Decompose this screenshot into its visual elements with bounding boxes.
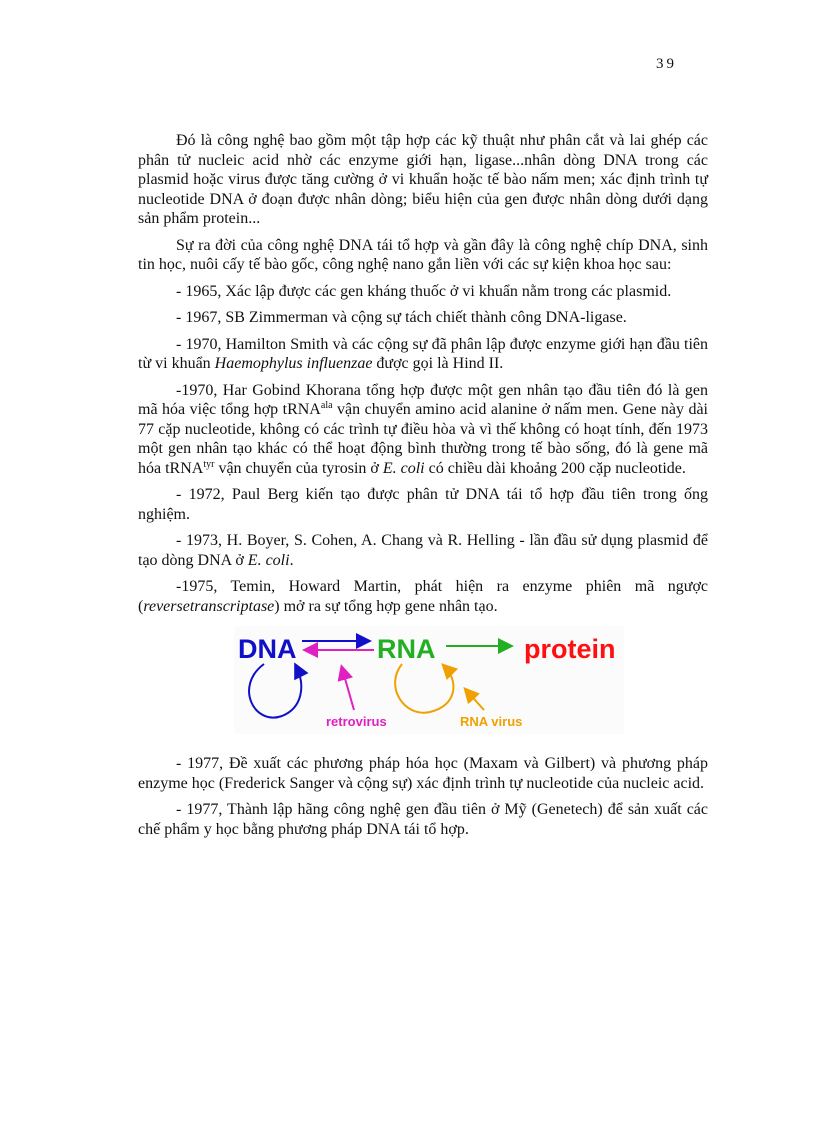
species-name: E. coli bbox=[382, 459, 425, 477]
rnavirus-pointer bbox=[466, 690, 484, 710]
rna-replication-arrow bbox=[395, 664, 453, 713]
dna-label: DNA bbox=[238, 634, 297, 664]
event-1977-sequencing: - 1977, Đề xuất các phương pháp hóa học (Maxam và Gilbert) và phương pháp enzyme học (Frederick Sanger và cộng sự) xác định trình tự nucleotide của nucleic acid. bbox=[138, 755, 708, 792]
event-text: -1970, Har Gobind Khorana tổng hợp được một gen nhân tạo đầu tiên đó là gen mã hóa việc tổng hợp tRNA bbox=[138, 381, 708, 418]
enzyme-name: reversetranscriptase bbox=[143, 597, 275, 615]
page-body bbox=[138, 131, 708, 846]
event-1965: - 1965, Xác lập được các gen kháng thuốc ở vi khuẩn nằm trong các plasmid. bbox=[176, 282, 672, 300]
dna-replication-arrow bbox=[249, 664, 301, 718]
retrovirus-label: retrovirus bbox=[326, 714, 387, 729]
event-text: . bbox=[289, 551, 294, 569]
rnavirus-label: RNA virus bbox=[460, 714, 523, 729]
paragraph-context: Sự ra đời của công nghệ DNA tái tổ hợp và gần đây là công nghệ chíp DNA, sinh tin học, nuôi cấy tế bào gốc, công nghệ nano gắn liền với các sự kiện khoa học sau: bbox=[138, 236, 708, 273]
event-text: có chiều dài khoảng 200 cặp nucleotide. bbox=[424, 459, 686, 477]
event-text: được gọi là Hind II. bbox=[372, 355, 504, 372]
retrovirus-pointer bbox=[342, 668, 354, 710]
event-1972: - 1972, Paul Berg kiến tạo được phân tử DNA tái tổ hợp đầu tiên trong ống nghiệm. bbox=[138, 486, 708, 523]
species-name: E. coli bbox=[247, 551, 290, 569]
paragraph-intro: Đó là công nghệ bao gồm một tập hợp các kỹ thuật như phân cắt và lai ghép các phân tử nucleic acid nhờ các enzyme giới hạn, ligase...nhân dòng DNA trong các plasmid hoặc virus được tăng cường ở vi khuẩn hoặc tế bào nấm men; xác định trình tự nucleotide DNA ở đoạn được nhân dòng; biểu hiện của gen được nhân dòng dưới dạng sản phẩm protein... bbox=[138, 132, 708, 227]
event-text: - 1973, H. Boyer, S. Cohen, A. Chang và R. Helling - lần đầu sử dụng plasmid để tạo dòng DNA ở bbox=[138, 532, 708, 569]
event-1975 bbox=[138, 577, 708, 616]
event-1977-genetech: - 1977, Thành lập hãng công nghệ gen đầu tiên ở Mỹ (Genetech) để sản xuất các chế phẩm y học bằng phương pháp DNA tái tổ hợp. bbox=[138, 801, 708, 838]
event-1967: - 1967, SB Zimmerman và cộng sự tách chiết thành công DNA-ligase. bbox=[176, 309, 627, 326]
rna-label: RNA bbox=[377, 634, 436, 664]
event-text: vận chuyển của tyrosin ở bbox=[214, 459, 383, 477]
event-text: ) mở ra sự tổng hợp gene nhân tạo. bbox=[274, 597, 498, 615]
page-number: 39 bbox=[656, 56, 677, 72]
central-dogma-figure bbox=[234, 626, 624, 734]
species-name: Haemophylus influenzae bbox=[214, 355, 373, 372]
central-dogma-diagram bbox=[234, 626, 624, 734]
event-text: vận chuyển amino acid alanine ở nấm men. Gene này dài 77 cặp nucleotide, không có các trình tự điều hòa và vì thế không có hoạt tính, đến 1973 một gen nhân tạo khác có thể hoạt động bình thường trong tế bào sống, đó là gene mã hóa tRNA bbox=[138, 401, 708, 477]
event-1970-hamilton-smith bbox=[138, 335, 708, 374]
event-1970-khorana bbox=[138, 381, 708, 479]
protein-label: protein bbox=[524, 634, 616, 664]
superscript-tyr: tyr bbox=[203, 458, 215, 470]
event-text: - 1970, Hamilton Smith và các cộng sự đã phân lập được enzyme giới hạn đầu tiên từ vi khuẩn bbox=[138, 335, 708, 372]
event-1973 bbox=[138, 531, 708, 570]
superscript-ala: ala bbox=[320, 400, 333, 411]
event-text: -1975, Temin, Howard Martin, phát hiện ra enzyme phiên mã ngược ( bbox=[138, 578, 708, 615]
